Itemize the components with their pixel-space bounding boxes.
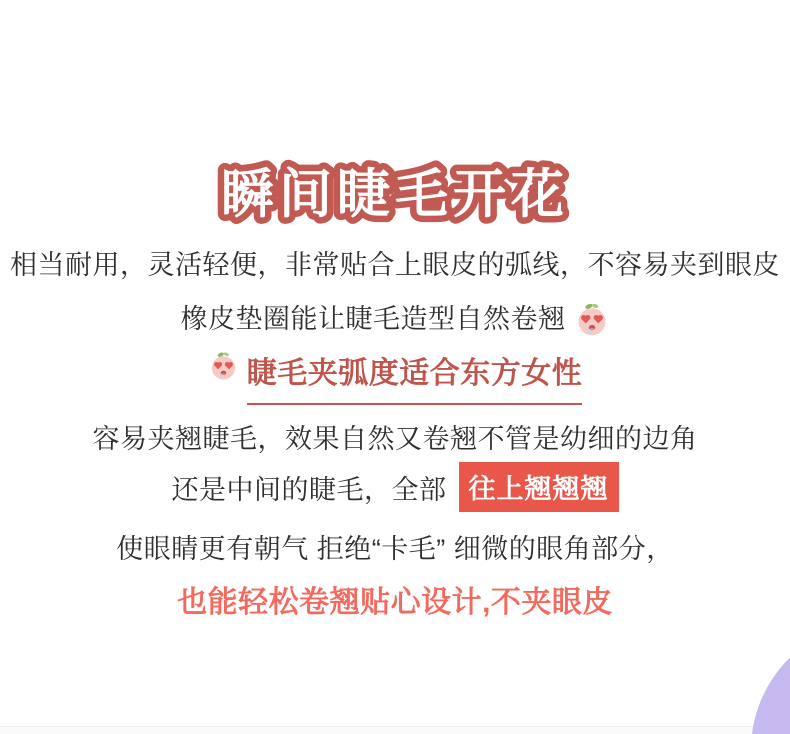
purple-decor-circle: [751, 621, 790, 734]
description-line-2: [0, 297, 790, 337]
title-outlined-text: [0, 146, 790, 234]
description-line-2-text: 橡皮垫圈能让睫毛造型自然卷翘: [180, 304, 566, 334]
page-title: 瞬间睫毛开花: [221, 165, 569, 224]
peach-heart-eyes-emoji: [208, 350, 239, 381]
next-section-edge: [0, 726, 790, 734]
description-line-5-text: 还是中间的睫毛，全部: [171, 474, 447, 505]
description-line-1: 相当耐用，灵活轻便，非常贴合上眼皮的弧线，不容易夹到眼皮: [10, 250, 780, 280]
description-line-4: 容易夹翘睫毛，效果自然又卷翘不管是幼细的边角: [92, 424, 698, 454]
description-line-5: [0, 462, 790, 512]
highlight-badge: 往上翘翘翘: [459, 462, 619, 512]
description-line-6: 使眼睛更有朝气 拒绝“卡毛” 细微的眼角部分，: [116, 534, 674, 564]
feature-heading-text: 睫毛夹弧度适合东方女性: [247, 348, 583, 405]
feature-heading: [0, 348, 790, 405]
peach-heart-eyes-emoji: [574, 301, 610, 337]
highlight-line: 也能轻松卷翘贴心设计,不夹眼皮: [177, 586, 613, 619]
